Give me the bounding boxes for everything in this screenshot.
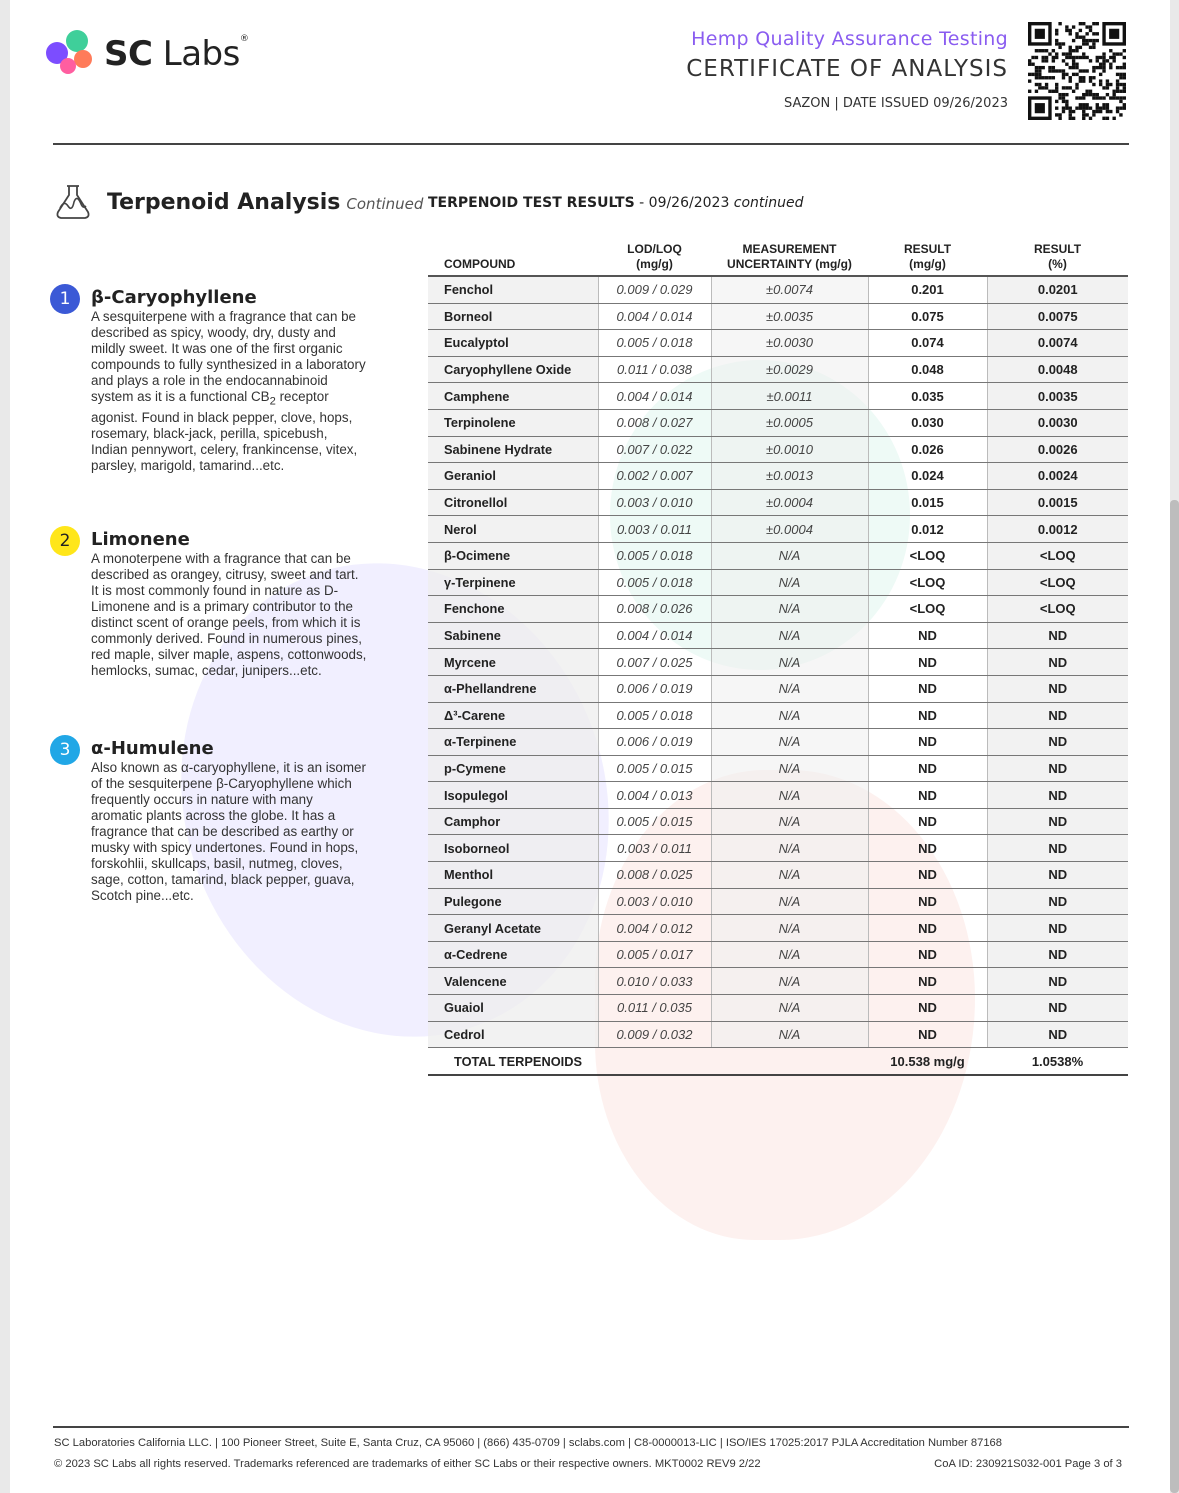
compound-cell: Citronellol <box>428 489 598 516</box>
uncertainty-cell: ±0.0004 <box>711 489 868 516</box>
result-mg-cell: ND <box>868 675 987 702</box>
lod-loq-cell: 0.003 / 0.010 <box>598 888 711 915</box>
compound-cell: Isoborneol <box>428 835 598 862</box>
terpene-number-badge: 3 <box>50 735 80 765</box>
compound-cell: γ-Terpinene <box>428 569 598 596</box>
table-row <box>428 915 1128 942</box>
lod-loq-cell: 0.004 / 0.012 <box>598 915 711 942</box>
result-mg-cell: 0.030 <box>868 409 987 436</box>
table-row <box>428 383 1128 410</box>
lod-loq-cell: 0.002 / 0.007 <box>598 463 711 490</box>
table-row <box>428 995 1128 1022</box>
result-mg-cell: ND <box>868 835 987 862</box>
result-pct-cell: ND <box>987 835 1128 862</box>
result-mg-cell: ND <box>868 649 987 676</box>
result-pct-cell: 0.0024 <box>987 463 1128 490</box>
table-row <box>428 675 1128 702</box>
result-mg-cell: ND <box>868 808 987 835</box>
table-row <box>428 782 1128 809</box>
total-row <box>428 1048 1128 1076</box>
lod-loq-cell: 0.003 / 0.010 <box>598 489 711 516</box>
terpene-note-1 <box>50 284 370 474</box>
result-pct-cell: ND <box>987 729 1128 756</box>
lod-loq-cell: 0.008 / 0.026 <box>598 596 711 623</box>
result-mg-cell: ND <box>868 782 987 809</box>
total-pct: 1.0538% <box>987 1048 1128 1076</box>
terpene-number-badge: 2 <box>50 526 80 556</box>
header-meta: SAZON | DATE ISSUED 09/26/2023 <box>783 96 1008 111</box>
lod-loq-cell: 0.010 / 0.033 <box>598 968 711 995</box>
lod-loq-cell: 0.007 / 0.022 <box>598 436 711 463</box>
result-pct-cell: 0.0012 <box>987 516 1128 543</box>
result-mg-cell: ND <box>868 622 987 649</box>
compound-cell: α-Phellandrene <box>428 675 598 702</box>
lod-loq-cell: 0.004 / 0.014 <box>598 622 711 649</box>
section-continued: Continued <box>346 194 424 213</box>
result-mg-cell: <LOQ <box>868 542 987 569</box>
col-result-pct: RESULT (%) <box>987 236 1128 276</box>
total-label: TOTAL TERPENOIDS <box>428 1048 598 1076</box>
uncertainty-cell: ±0.0005 <box>711 409 868 436</box>
uncertainty-cell: ±0.0074 <box>711 276 868 303</box>
compound-cell: Nerol <box>428 516 598 543</box>
terpene-note-2 <box>50 526 370 679</box>
result-mg-cell: 0.024 <box>868 463 987 490</box>
result-pct-cell: ND <box>987 915 1128 942</box>
uncertainty-cell: N/A <box>711 622 868 649</box>
uncertainty-cell: N/A <box>711 808 868 835</box>
result-pct-cell: 0.0201 <box>987 276 1128 303</box>
sc-labs-logo <box>46 28 248 80</box>
date-issued: DATE ISSUED 09/26/2023 <box>842 96 1008 111</box>
lod-loq-cell: 0.005 / 0.018 <box>598 569 711 596</box>
lod-loq-cell: 0.005 / 0.015 <box>598 808 711 835</box>
lod-loq-cell: 0.011 / 0.038 <box>598 356 711 383</box>
lod-loq-cell: 0.009 / 0.029 <box>598 276 711 303</box>
result-pct-cell: 0.0030 <box>987 409 1128 436</box>
table-row <box>428 808 1128 835</box>
header-subtitle: Hemp Quality Assurance Testing <box>691 28 1008 50</box>
uncertainty-cell: ±0.0029 <box>711 356 868 383</box>
result-mg-cell: ND <box>868 702 987 729</box>
result-pct-cell: 0.0074 <box>987 330 1128 357</box>
uncertainty-cell: N/A <box>711 888 868 915</box>
uncertainty-cell: ±0.0004 <box>711 516 868 543</box>
results-title: TERPENOID TEST RESULTS - 09/26/2023 continued <box>428 195 804 211</box>
result-mg-cell: ND <box>868 755 987 782</box>
compound-cell: Valencene <box>428 968 598 995</box>
result-mg-cell: 0.074 <box>868 330 987 357</box>
section-title: Terpenoid Analysis Continued <box>107 189 424 215</box>
uncertainty-cell: N/A <box>711 968 868 995</box>
result-pct-cell: ND <box>987 1021 1128 1048</box>
terpene-number-badge: 1 <box>50 284 80 314</box>
table-row <box>428 276 1128 303</box>
lod-loq-cell: 0.004 / 0.014 <box>598 383 711 410</box>
compound-cell: α-Cedrene <box>428 941 598 968</box>
result-pct-cell: ND <box>987 755 1128 782</box>
table-row <box>428 1021 1128 1048</box>
lod-loq-cell: 0.009 / 0.032 <box>598 1021 711 1048</box>
uncertainty-cell: ±0.0010 <box>711 436 868 463</box>
table-row <box>428 330 1128 357</box>
table-header-row <box>428 236 1128 276</box>
compound-cell: Caryophyllene Oxide <box>428 356 598 383</box>
uncertainty-cell: ±0.0035 <box>711 303 868 330</box>
lod-loq-cell: 0.006 / 0.019 <box>598 675 711 702</box>
certificate-page <box>10 0 1170 1493</box>
result-pct-cell: ND <box>987 968 1128 995</box>
uncertainty-cell: N/A <box>711 862 868 889</box>
terpene-note-3 <box>50 735 370 904</box>
table-row <box>428 596 1128 623</box>
footer-address: SC Laboratories California LLC. | 100 Pioneer Street, Suite E, Santa Cruz, CA 95060 | (866) 435-0709 | sclabs.com | C8-0000013-LIC | ISO/IES 17025:2017 PJLA Accreditation Number 87168 <box>54 1437 1002 1449</box>
compound-cell: Fenchone <box>428 596 598 623</box>
lod-loq-cell: 0.005 / 0.018 <box>598 702 711 729</box>
lod-loq-cell: 0.011 / 0.035 <box>598 995 711 1022</box>
table-row <box>428 356 1128 383</box>
result-mg-cell: ND <box>868 968 987 995</box>
client-name: SAZON <box>783 96 831 111</box>
result-mg-cell: ND <box>868 995 987 1022</box>
compound-cell: Pulegone <box>428 888 598 915</box>
table-row <box>428 516 1128 543</box>
terpenoid-results-table <box>428 236 1128 1076</box>
header-divider <box>53 143 1129 145</box>
header-title: CERTIFICATE OF ANALYSIS <box>686 56 1008 82</box>
uncertainty-cell: N/A <box>711 755 868 782</box>
compound-cell: Terpinolene <box>428 409 598 436</box>
table-row <box>428 436 1128 463</box>
terpene-flask-icon <box>53 182 93 222</box>
table-row <box>428 542 1128 569</box>
table-row <box>428 968 1128 995</box>
compound-cell: α-Terpinene <box>428 729 598 756</box>
compound-cell: Δ³-Carene <box>428 702 598 729</box>
footer-divider <box>53 1426 1129 1428</box>
table-row <box>428 489 1128 516</box>
result-mg-cell: ND <box>868 729 987 756</box>
table-row <box>428 649 1128 676</box>
lod-loq-cell: 0.005 / 0.018 <box>598 330 711 357</box>
uncertainty-cell: N/A <box>711 995 868 1022</box>
result-mg-cell: 0.026 <box>868 436 987 463</box>
footer-copyright: © 2023 SC Labs all rights reserved. Trademarks referenced are trademarks of either SC Labs or their respective owners. MKT0002 REV9 2/22 <box>54 1458 761 1470</box>
uncertainty-cell: N/A <box>711 569 868 596</box>
uncertainty-cell: N/A <box>711 542 868 569</box>
lod-loq-cell: 0.008 / 0.025 <box>598 862 711 889</box>
logo-mark-icon <box>46 28 96 80</box>
footer-coa-id: CoA ID: 230921S032-001 Page 3 of 3 <box>934 1458 1122 1470</box>
compound-cell: Cedrol <box>428 1021 598 1048</box>
col-compound: COMPOUND <box>428 236 598 276</box>
uncertainty-cell: N/A <box>711 649 868 676</box>
compound-cell: Menthol <box>428 862 598 889</box>
logo-wordmark: SC Labs® <box>104 34 249 74</box>
uncertainty-cell: ±0.0011 <box>711 383 868 410</box>
uncertainty-cell: N/A <box>711 675 868 702</box>
result-mg-cell: ND <box>868 1021 987 1048</box>
uncertainty-cell: N/A <box>711 941 868 968</box>
result-pct-cell: ND <box>987 888 1128 915</box>
lod-loq-cell: 0.005 / 0.015 <box>598 755 711 782</box>
result-mg-cell: <LOQ <box>868 596 987 623</box>
col-result-mg: RESULT (mg/g) <box>868 236 987 276</box>
result-pct-cell: 0.0035 <box>987 383 1128 410</box>
uncertainty-cell: N/A <box>711 702 868 729</box>
uncertainty-cell: N/A <box>711 729 868 756</box>
uncertainty-cell: N/A <box>711 835 868 862</box>
uncertainty-cell: N/A <box>711 1021 868 1048</box>
uncertainty-cell: ±0.0030 <box>711 330 868 357</box>
lod-loq-cell: 0.007 / 0.025 <box>598 649 711 676</box>
result-mg-cell: ND <box>868 862 987 889</box>
col-lod-loq: LOD/LOQ (mg/g) <box>598 236 711 276</box>
table-row <box>428 729 1128 756</box>
terpene-description: A sesquiterpene with a fragrance that can be described as spicy, woody, dry, dusty and mildly sweet. It was one of the first organic compounds to fully synthesized in a laboratory and plays a role in the endocannabinoid system as it is a functional $CB_2$ receptor agonist. Found in black pepper, clove, hops, rosemary, black-jack, perilla, spicebush, Indian pennywort, celery, frankincense, vitex, parsley, marigold, tamarind...etc. <box>91 309 366 473</box>
result-pct-cell: ND <box>987 941 1128 968</box>
lod-loq-cell: 0.004 / 0.014 <box>598 303 711 330</box>
result-pct-cell: ND <box>987 649 1128 676</box>
compound-cell: Camphene <box>428 383 598 410</box>
lod-loq-cell: 0.005 / 0.018 <box>598 542 711 569</box>
result-mg-cell: ND <box>868 915 987 942</box>
uncertainty-cell: N/A <box>711 782 868 809</box>
document-header <box>686 28 1008 111</box>
terpene-name: α-Humulene <box>91 738 214 759</box>
result-pct-cell: ND <box>987 675 1128 702</box>
table-row <box>428 755 1128 782</box>
compound-cell: Geraniol <box>428 463 598 490</box>
terpene-description: A monoterpene with a fragrance that can be described as orangey, citrusy, sweet and tart. It is most commonly found in nature as D-Limonene and is a primary contributor to the distinct scent of orange peels, from which it is commonly derived. Found in numerous pines, red maple, silver maple, aspens, cottonwoods, hemlocks, sumac, cedar, junipers...etc. <box>91 551 367 678</box>
result-pct-cell: <LOQ <box>987 596 1128 623</box>
table-row <box>428 622 1128 649</box>
table-row <box>428 409 1128 436</box>
compound-cell: Isopulegol <box>428 782 598 809</box>
result-pct-cell: ND <box>987 995 1128 1022</box>
result-pct-cell: 0.0026 <box>987 436 1128 463</box>
result-mg-cell: 0.035 <box>868 383 987 410</box>
table-row <box>428 463 1128 490</box>
lod-loq-cell: 0.003 / 0.011 <box>598 516 711 543</box>
lod-loq-cell: 0.005 / 0.017 <box>598 941 711 968</box>
result-pct-cell: ND <box>987 622 1128 649</box>
uncertainty-cell: N/A <box>711 596 868 623</box>
result-mg-cell: 0.015 <box>868 489 987 516</box>
terpene-name: Limonene <box>91 529 190 550</box>
result-pct-cell: ND <box>987 702 1128 729</box>
lod-loq-cell: 0.006 / 0.019 <box>598 729 711 756</box>
compound-cell: β-Ocimene <box>428 542 598 569</box>
uncertainty-cell: ±0.0013 <box>711 463 868 490</box>
table-row <box>428 702 1128 729</box>
lod-loq-cell: 0.008 / 0.027 <box>598 409 711 436</box>
result-pct-cell: 0.0015 <box>987 489 1128 516</box>
result-pct-cell: ND <box>987 862 1128 889</box>
result-pct-cell: ND <box>987 782 1128 809</box>
compound-cell: Guaiol <box>428 995 598 1022</box>
compound-cell: Geranyl Acetate <box>428 915 598 942</box>
result-mg-cell: 0.048 <box>868 356 987 383</box>
terpene-name: β-Caryophyllene <box>91 287 257 308</box>
lod-loq-cell: 0.003 / 0.011 <box>598 835 711 862</box>
uncertainty-cell: N/A <box>711 915 868 942</box>
section-header <box>53 182 423 222</box>
compound-cell: Myrcene <box>428 649 598 676</box>
result-mg-cell: ND <box>868 941 987 968</box>
table-row <box>428 569 1128 596</box>
result-mg-cell: 0.012 <box>868 516 987 543</box>
result-mg-cell: <LOQ <box>868 569 987 596</box>
result-pct-cell: <LOQ <box>987 569 1128 596</box>
table-row <box>428 941 1128 968</box>
compound-cell: p-Cymene <box>428 755 598 782</box>
terpene-description: Also known as α-caryophyllene, it is an isomer of the sesquiterpene β-Caryophyllene which frequently occurs in nature with many aromatic plants across the globe. It has a fragrance that can be described as earthy or musky with spicy undertones. Found in hops, forskohlii, skullcaps, basil, nutmeg, cloves, sage, cotton, tamarind, black pepper, guava, Scotch pine...etc. <box>91 760 366 903</box>
compound-cell: Camphor <box>428 808 598 835</box>
result-mg-cell: ND <box>868 888 987 915</box>
compound-cell: Fenchol <box>428 276 598 303</box>
compound-cell: Sabinene <box>428 622 598 649</box>
scrollbar[interactable] <box>1170 500 1179 1493</box>
qr-code-icon[interactable] <box>1028 22 1126 120</box>
table-row <box>428 303 1128 330</box>
table-row <box>428 835 1128 862</box>
compound-cell: Borneol <box>428 303 598 330</box>
result-mg-cell: 0.201 <box>868 276 987 303</box>
col-measurement-uncertainty: MEASUREMENT UNCERTAINTY (mg/g) <box>711 236 868 276</box>
result-pct-cell: 0.0075 <box>987 303 1128 330</box>
total-mg: 10.538 mg/g <box>868 1048 987 1076</box>
table-row <box>428 862 1128 889</box>
result-mg-cell: 0.075 <box>868 303 987 330</box>
result-pct-cell: ND <box>987 808 1128 835</box>
table-row <box>428 888 1128 915</box>
compound-cell: Eucalyptol <box>428 330 598 357</box>
compound-cell: Sabinene Hydrate <box>428 436 598 463</box>
result-pct-cell: 0.0048 <box>987 356 1128 383</box>
lod-loq-cell: 0.004 / 0.013 <box>598 782 711 809</box>
result-pct-cell: <LOQ <box>987 542 1128 569</box>
